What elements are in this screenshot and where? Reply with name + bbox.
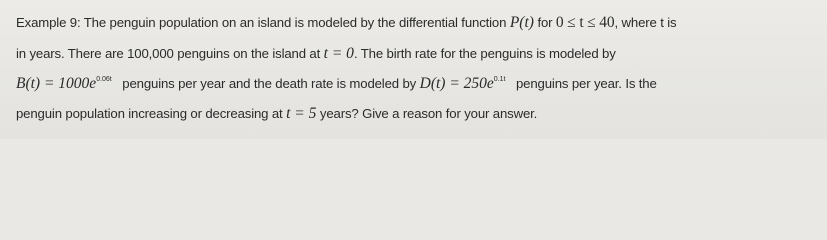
example-label: Example 9: bbox=[16, 15, 81, 30]
death-rate-base: D(t) = 250e bbox=[419, 75, 494, 92]
problem-line-1 bbox=[16, 14, 676, 32]
query-time-equation: t = 5 bbox=[286, 105, 317, 122]
birth-rate-exponent: 0.06t bbox=[96, 76, 112, 83]
problem-text: penguins per year and the death rate is modeled by bbox=[122, 76, 417, 91]
problem-text: for bbox=[537, 15, 553, 30]
birth-rate-formula bbox=[16, 75, 112, 92]
problem-line-3 bbox=[16, 75, 657, 96]
problem-text: in years. There are 100,000 penguins on the island at bbox=[16, 46, 321, 61]
domain-inequality: 0 ≤ t ≤ 40 bbox=[555, 14, 615, 31]
problem-line-4 bbox=[16, 105, 537, 123]
problem-text: The penguin population on an island is modeled by the differential function bbox=[83, 15, 507, 30]
death-rate-formula bbox=[420, 75, 506, 92]
problem-text: penguin population increasing or decreasing at bbox=[16, 106, 283, 121]
problem-text: penguins per year. Is the bbox=[516, 76, 657, 91]
birth-rate-base: B(t) = 1000e bbox=[16, 75, 97, 92]
death-rate-exponent: 0.1t bbox=[493, 76, 506, 83]
function-notation: P(t) bbox=[509, 14, 534, 31]
problem-text: years? Give a reason for your answer. bbox=[319, 106, 538, 121]
initial-time-equation: t = 0 bbox=[323, 45, 354, 62]
problem-line-2 bbox=[16, 45, 616, 63]
problem-text: . The birth rate for the penguins is modeled by bbox=[353, 46, 616, 61]
problem-text: , where t is bbox=[614, 15, 677, 30]
